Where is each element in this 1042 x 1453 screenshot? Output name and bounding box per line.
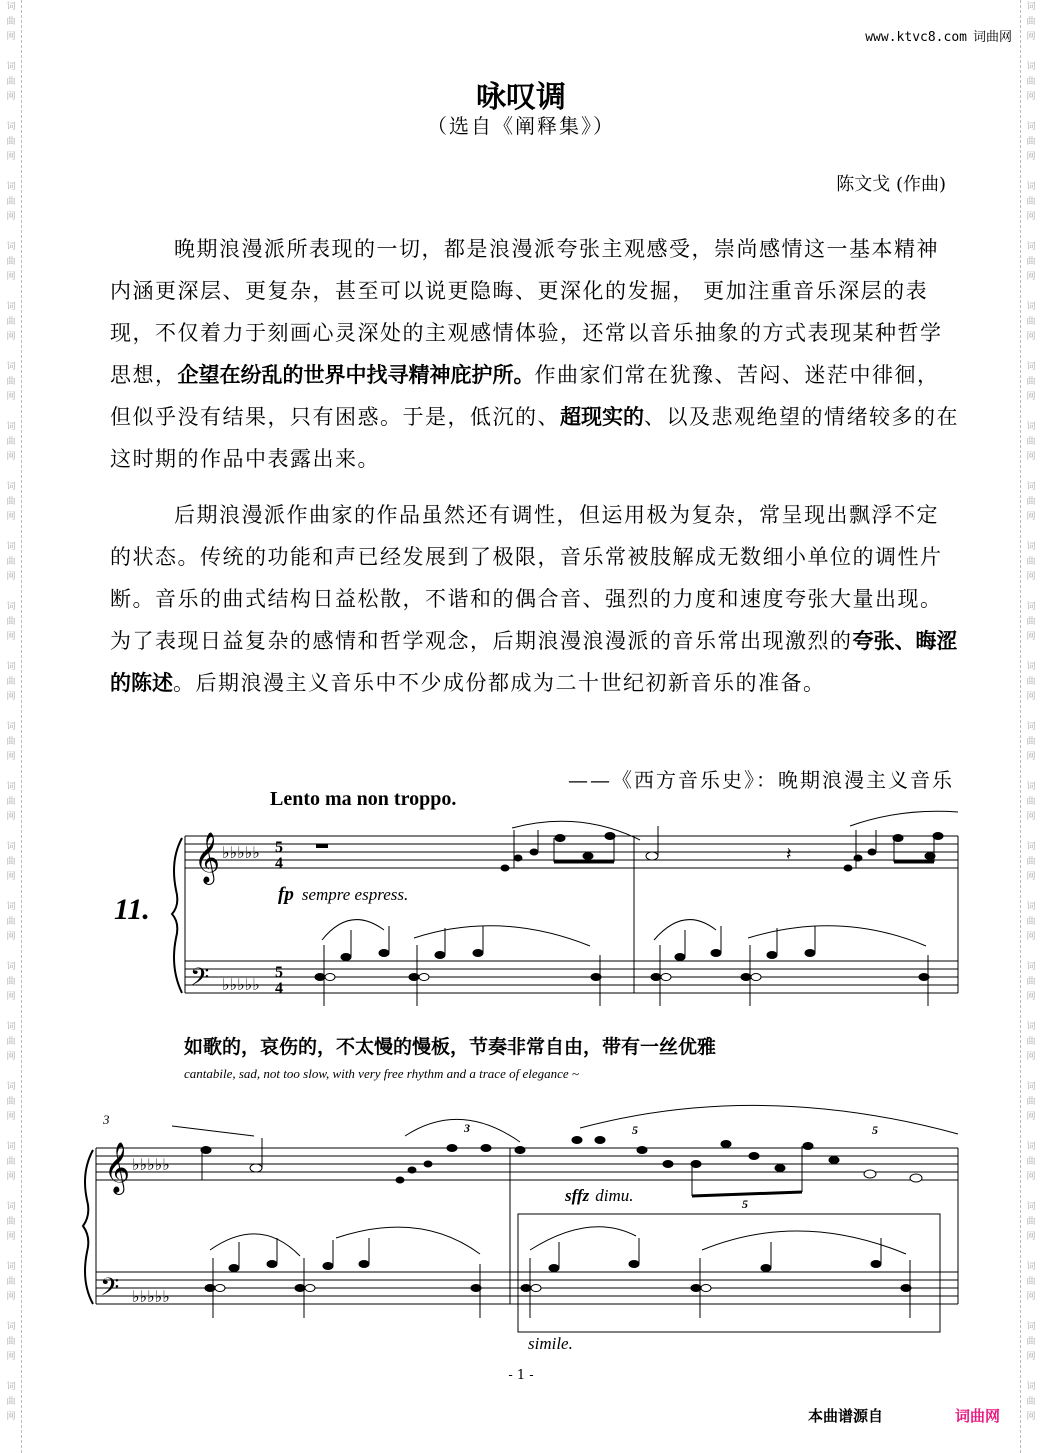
watermark-group: 词 曲 网 — [1026, 1082, 1036, 1122]
watermark-group: 词 曲 网 — [6, 182, 16, 222]
text-run: 晚期浪漫派所表现的一切，都是浪漫派夸张主观感受，崇尚感情这一基本精神内涵更深层、更复杂，甚至可以说更隐晦、更深化的发掘， 更加注重音乐深层的表现，不仅着力于刻画心灵深处的主观感情体验，还常以音乐抽象的方式表现某种哲学思想， — [110, 237, 943, 387]
treble-staff-2 — [96, 1148, 958, 1180]
expression-2: dimu. — [595, 1186, 634, 1205]
svg-text:♭♭♭♭♭: ♭♭♭♭♭ — [222, 975, 260, 994]
bass-staff-1 — [185, 961, 958, 993]
watermark-group: 词 曲 网 — [6, 242, 16, 282]
watermark-group: 词 曲 网 — [1026, 362, 1036, 402]
key-signature-flats: ♭♭♭♭♭ — [222, 843, 260, 862]
watermark-group: 词 曲 网 — [6, 1082, 16, 1122]
dynamic-marking-1 — [278, 884, 408, 906]
watermark-group: 词 曲 网 — [1026, 62, 1036, 102]
text-run: 、以及悲观绝望的情绪较多的在这时期的作品中表露出来。 — [110, 405, 959, 471]
expression-1: sempre espress. — [301, 885, 409, 904]
bold-phrase: 企望在纷乱的世界中找寻精神庇护所。 — [177, 363, 535, 387]
watermark-group: 词 曲 网 — [6, 962, 16, 1002]
watermark-group: 词 曲 网 — [1026, 842, 1036, 882]
source-citation: ——《西方音乐史》：晚期浪漫主义音乐 — [568, 768, 954, 792]
watermark-group: 词 曲 网 — [1026, 602, 1036, 642]
watermark-group: 词 曲 网 — [1026, 1142, 1036, 1182]
page-subtitle: （选自《阐释集》） — [427, 114, 615, 138]
watermark-group: 词 曲 网 — [1026, 302, 1036, 342]
tuplet-5a: 5 — [632, 1123, 638, 1137]
watermark-group: 词 曲 网 — [1026, 2, 1036, 42]
bold-phrase: 夸张、晦涩的陈述 — [110, 629, 958, 695]
watermark-group: 词 曲 网 — [6, 602, 16, 642]
tempo-marking: Lento ma non troppo. — [270, 788, 457, 810]
watermark-group: 词 曲 网 — [6, 1142, 16, 1182]
svg-text:𝄞: 𝄞 — [104, 1142, 131, 1193]
watermark-group: 词 曲 网 — [6, 542, 16, 582]
footer-brand-link[interactable]: 词曲网 — [955, 1407, 1001, 1425]
watermark-group: 词 曲 网 — [6, 62, 16, 102]
watermark-group: 词 曲 网 — [6, 422, 16, 462]
watermark-group: 词 曲 网 — [1026, 422, 1036, 462]
brace-1 — [172, 838, 182, 993]
bass-clef-icon: 𝄢 — [190, 963, 210, 998]
tuplet-5c: 5 — [872, 1123, 878, 1137]
watermark-group: 词 曲 网 — [1026, 962, 1036, 1002]
watermark-group: 词 曲 网 — [1026, 482, 1036, 522]
watermark-group: 词 曲 网 — [1026, 1262, 1036, 1302]
svg-text:𝄽: 𝄽 — [786, 844, 792, 865]
watermark-group: 词 曲 网 — [6, 1022, 16, 1062]
system-number: 11. — [114, 893, 150, 926]
watermark-group: 词 曲 网 — [1026, 902, 1036, 942]
watermark-group: 词 曲 网 — [6, 842, 16, 882]
text-run: 。后期浪漫主义音乐中不少成份都成为二十世纪初新音乐的准备。 — [173, 671, 826, 695]
svg-text:4: 4 — [275, 980, 283, 997]
watermark-group: 词 曲 网 — [6, 2, 16, 42]
watermark-group: 词 曲 网 — [1026, 122, 1036, 162]
description-chinese: 如歌的，哀伤的，不太慢的慢板，节奏非常自由，带有一丝优雅 — [184, 1036, 717, 1058]
dynamic-fp: fp — [278, 884, 294, 905]
watermark-group: 词 曲 网 — [6, 362, 16, 402]
watermark-group: 词 曲 网 — [6, 1382, 16, 1422]
time-sig-top: 5 — [275, 839, 283, 856]
watermark-group: 词 曲 网 — [1026, 782, 1036, 822]
watermark-group: 词 曲 网 — [1026, 242, 1036, 282]
watermark-group: 词 曲 网 — [6, 902, 16, 942]
watermark-group: 词 曲 网 — [6, 302, 16, 342]
watermark-group: 词 曲 网 — [6, 662, 16, 702]
site-name: 词曲网 — [972, 30, 1012, 45]
site-url: www.ktvc8.com — [865, 30, 967, 45]
watermark-group: 词 曲 网 — [6, 1322, 16, 1362]
watermark-group: 词 曲 网 — [1026, 542, 1036, 582]
dynamic-marking-2 — [565, 1186, 634, 1206]
watermark-group: 词 曲 网 — [6, 782, 16, 822]
page-title: 咏叹调 — [476, 80, 566, 115]
watermark-group: 词 曲 网 — [1026, 1022, 1036, 1062]
simile-marking: simile. — [528, 1334, 573, 1353]
tuplet-5b: 5 — [742, 1197, 748, 1211]
text-run: 作曲家们常在犹豫、苦闷、迷茫中徘徊，但似乎没有结果，只有困惑。于是，低沉的、 — [110, 363, 940, 429]
page-number: - 1 - — [508, 1368, 534, 1383]
svg-text:♭♭♭♭♭: ♭♭♭♭♭ — [132, 1155, 170, 1174]
tuplet-3: 3 — [464, 1121, 470, 1135]
dynamic-sffz: sffz — [565, 1186, 590, 1205]
watermark-group: 词 曲 网 — [1026, 1322, 1036, 1362]
watermark-group: 词 曲 网 — [1026, 182, 1036, 222]
bold-phrase: 超现实的 — [560, 405, 644, 429]
description-english: cantabile, sad, not too slow, with very free rhythm and a trace of elegance ~ — [184, 1066, 579, 1081]
svg-text:5: 5 — [275, 964, 283, 981]
watermark-group: 词 曲 网 — [1026, 1382, 1036, 1422]
footer-source-label: 本曲谱源自 — [808, 1407, 884, 1425]
watermark-group: 词 曲 网 — [1026, 722, 1036, 762]
watermark-group: 词 曲 网 — [6, 1202, 16, 1242]
watermark-group: 词 曲 网 — [6, 1262, 16, 1302]
treble-clef-icon: 𝄞 — [194, 832, 221, 883]
watermark-group: 词 曲 网 — [6, 482, 16, 522]
measure-number: 3 — [103, 1112, 110, 1127]
svg-text:𝄢: 𝄢 — [100, 1273, 120, 1308]
text-run: 后期浪漫派作曲家的作品虽然还有调性，但运用极为复杂，常呈现出飘浮不定的状态。传统的功能和声已经发展到了极限，音乐常被肢解成无数细小单位的调性片断。音乐的曲式结构日益松散，不谐和的偶合音、强烈的力度和速度夸张大量出现。为了表现日益复杂的感情和哲学观念，后期浪漫浪漫派的音乐常出现激烈的 — [110, 503, 943, 653]
watermark-group: 词 曲 网 — [6, 122, 16, 162]
brace-2 — [83, 1150, 93, 1304]
watermark-group: 词 曲 网 — [1026, 1202, 1036, 1242]
composer-credit: 陈文戈 (作曲) — [836, 174, 946, 195]
svg-text:♭♭♭♭♭: ♭♭♭♭♭ — [132, 1287, 170, 1306]
watermark-group: 词 曲 网 — [1026, 662, 1036, 702]
watermark-group: 词 曲 网 — [6, 722, 16, 762]
time-sig-bottom: 4 — [275, 855, 283, 872]
